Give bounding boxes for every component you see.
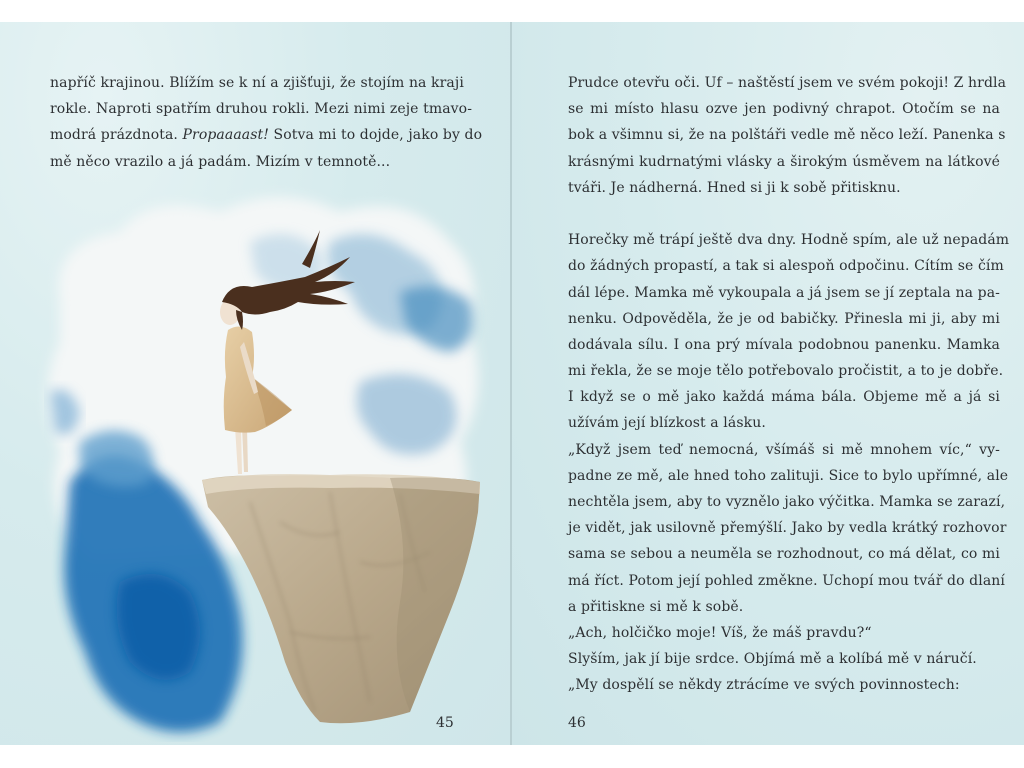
text-line: užívám její blízkost a lásku. xyxy=(568,415,766,432)
text-line: a přitiskne si mě k sobě. xyxy=(568,598,744,615)
text-line: do žádných propastí, a tak si alespoň odpočinu. Cítím se čím xyxy=(568,258,1004,275)
text-line: sama se sebou a neuměla se rozhodnout, co má dělat, co mi xyxy=(568,546,1000,563)
text-line: dodávala sílu. I ona prý mívala podobnou panenku. Mamka xyxy=(568,336,1000,353)
text-line: bok a všimnu si, že na polštáři vedle mě něco leží. Panenka s xyxy=(568,127,1006,144)
paragraph xyxy=(568,70,1007,201)
text-line: napříč krajinou. Blížím se k ní a zjišťuji, že stojím na kraji xyxy=(50,75,464,91)
text-line: tváři. Je nádherná. Hned si ji k sobě přitisknu. xyxy=(568,179,901,196)
text-line: je vidět, jak usilovně přemýšlí. Jako by vedla krátký rozhovor xyxy=(568,520,1007,537)
text-line: rokle. Naproti spatřím druhou rokli. Mezi nimi zeje tmavo- xyxy=(50,101,473,118)
paragraph-gap xyxy=(568,201,1000,227)
text-line: Slyším, jak jí bije srdce. Objímá mě a kolíbá mě v náručí. xyxy=(568,651,977,668)
text-line: se mi místo hlasu ozve jen podivný chrapot. Otočím se na xyxy=(568,101,1000,118)
text-line: krásnými kudrnatými vlásky a širokým úsměvem na látkové xyxy=(568,153,1000,170)
italic-exclamation: Propaaaast! xyxy=(182,127,269,144)
text-line: „Ach, holčičko moje! Víš, že máš pravdu?“ xyxy=(568,624,872,641)
text-line: mi řekla, že se moje tělo potřebovalo pročistit, a to je dobře. xyxy=(568,363,1004,380)
book-spread xyxy=(0,22,1024,745)
right-page xyxy=(512,22,1024,745)
right-page-text xyxy=(568,70,1010,699)
girl-on-cliff-illustration xyxy=(30,182,490,742)
text-line xyxy=(50,122,483,148)
text-line: dál lépe. Mamka mě vykoupala a já jsem se jí zeptala na pa- xyxy=(568,284,1000,301)
text-line: mě něco vrazilo a já padám. Mizím v temnotě... xyxy=(50,153,391,170)
paragraph xyxy=(568,437,1009,620)
left-page xyxy=(0,22,510,745)
text-line: „My dospělí se někdy ztrácíme ve svých povinnostech: xyxy=(568,677,960,694)
text-segment: modrá prázdnota. xyxy=(50,127,178,144)
text-line: Horečky mě trápí ještě dva dny. Hodně spím, ale už nepadám xyxy=(568,232,1010,249)
text-line: padne ze mě, ale hned toho zalituji. Sice to bylo upřímné, ale xyxy=(568,467,1009,484)
text-line: má říct. Potom její pohled změkne. Uchopí mou tvář do dlaní xyxy=(568,572,1005,589)
paragraph xyxy=(568,646,1000,672)
text-line: Prudce otevřu oči. Uf – naštěstí jsem ve svém pokoji! Z hrdla xyxy=(568,75,1007,91)
paragraph xyxy=(568,672,1000,698)
text-line: „Když jsem teď nemocná, všímáš si mě mnohem víc,“ vy- xyxy=(568,441,1000,458)
text-line: I když se o mě jako každá máma bála. Objeme mě a já si xyxy=(568,389,1000,406)
text-line: nenku. Odpověděla, že je od babičky. Přinesla mi ji, aby mi xyxy=(568,310,1000,327)
text-line: nechtěla jsem, aby to vyznělo jako výčitka. Mamka se zarazí, xyxy=(568,494,1006,510)
text-segment: Sotva mi to dojde, jako by do xyxy=(268,127,483,144)
page-number-right: 46 xyxy=(568,715,586,731)
page-number-left: 45 xyxy=(436,715,454,731)
paragraph xyxy=(50,70,483,175)
paragraph xyxy=(568,620,1000,646)
paragraph xyxy=(568,227,1010,437)
left-page-text xyxy=(50,70,483,175)
